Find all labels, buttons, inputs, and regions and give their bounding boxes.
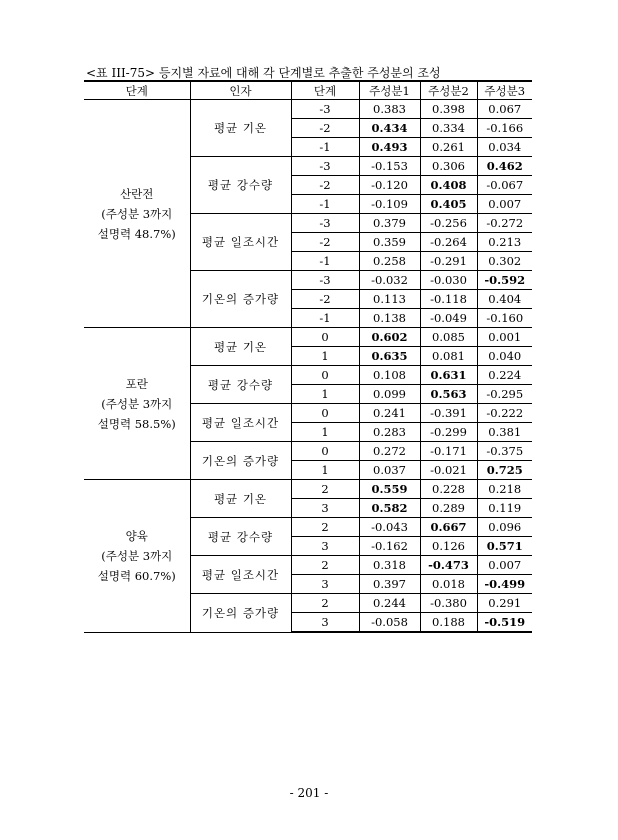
bold-value: 0.631 — [430, 368, 467, 382]
step-cell: 2 — [291, 518, 359, 537]
pc1-value-cell — [359, 480, 420, 499]
phase-label-line: 양육 — [125, 528, 148, 543]
pc1-value-cell: 0.099 — [359, 385, 420, 404]
phase-cell — [84, 100, 190, 328]
pc3-value-cell: 0.096 — [477, 518, 532, 537]
bold-value: 0.559 — [371, 482, 408, 496]
pc1-value-cell — [359, 328, 420, 347]
phase-label-line: 설명력 58.5%) — [97, 416, 176, 431]
pc1-value-cell: -0.032 — [359, 271, 420, 290]
step-cell: -3 — [291, 214, 359, 233]
pc3-value-cell: 0.224 — [477, 366, 532, 385]
pc2-value-cell: 0.289 — [420, 499, 477, 518]
pc1-value-cell: 0.379 — [359, 214, 420, 233]
pc3-value-cell: -0.295 — [477, 385, 532, 404]
pc3-value-cell: 0.213 — [477, 233, 532, 252]
step-cell: -2 — [291, 119, 359, 138]
pc2-value-cell: -0.391 — [420, 404, 477, 423]
pc2-value-cell: -0.380 — [420, 594, 477, 613]
pc2-value-cell: -0.049 — [420, 309, 477, 328]
pc1-value-cell: 0.258 — [359, 252, 420, 271]
pc2-value-cell: 0.228 — [420, 480, 477, 499]
step-cell: 1 — [291, 385, 359, 404]
phase-label-line: 설명력 48.7%) — [97, 226, 176, 241]
phase-label-line: 포란 — [125, 376, 148, 391]
bold-value: 0.434 — [371, 121, 408, 135]
bold-value: 0.462 — [486, 159, 523, 173]
pc3-value-cell: 0.007 — [477, 556, 532, 575]
pc2-value-cell — [420, 195, 477, 214]
pc2-value-cell: -0.171 — [420, 442, 477, 461]
pc1-value-cell — [359, 138, 420, 157]
header-pc2: 주성분2 — [420, 81, 477, 100]
pc3-value-cell — [477, 575, 532, 594]
pc2-value-cell: 0.188 — [420, 613, 477, 633]
pc2-value-cell: 0.081 — [420, 347, 477, 366]
pc3-value-cell: -0.166 — [477, 119, 532, 138]
factor-cell: 기온의 증가량 — [190, 271, 291, 328]
bold-value: -0.499 — [484, 577, 526, 591]
pc3-value-cell: -0.272 — [477, 214, 532, 233]
pc3-value-cell: -0.375 — [477, 442, 532, 461]
bold-value: 0.493 — [371, 140, 408, 154]
pc1-value-cell — [359, 499, 420, 518]
pc3-value-cell: 0.381 — [477, 423, 532, 442]
phase-label-line: 설명력 60.7%) — [97, 568, 176, 583]
pc3-value-cell — [477, 271, 532, 290]
factor-cell: 평균 기온 — [190, 328, 291, 366]
bold-value: 0.563 — [430, 387, 467, 401]
pc3-value-cell: 0.001 — [477, 328, 532, 347]
pca-table — [84, 80, 532, 633]
step-cell: 1 — [291, 347, 359, 366]
factor-cell: 평균 강수량 — [190, 518, 291, 556]
pc2-value-cell: 0.126 — [420, 537, 477, 556]
pc3-value-cell: -0.222 — [477, 404, 532, 423]
pc2-value-cell: 0.334 — [420, 119, 477, 138]
table-row — [84, 328, 532, 347]
factor-cell: 평균 일조시간 — [190, 556, 291, 594]
step-cell: 2 — [291, 480, 359, 499]
factor-cell: 평균 강수량 — [190, 366, 291, 404]
pc1-value-cell: -0.153 — [359, 157, 420, 176]
pc3-value-cell: 0.302 — [477, 252, 532, 271]
step-cell: -2 — [291, 290, 359, 309]
pc1-value-cell: -0.058 — [359, 613, 420, 633]
step-cell: -3 — [291, 100, 359, 119]
bold-value: 0.405 — [430, 197, 467, 211]
bold-value: -0.592 — [484, 273, 526, 287]
pc2-value-cell: -0.264 — [420, 233, 477, 252]
factor-cell: 기온의 증가량 — [190, 442, 291, 480]
pc3-value-cell: 0.404 — [477, 290, 532, 309]
step-cell: -1 — [291, 309, 359, 328]
pc1-value-cell: 0.244 — [359, 594, 420, 613]
step-cell: 1 — [291, 423, 359, 442]
pc3-value-cell: 0.119 — [477, 499, 532, 518]
pc2-value-cell: -0.256 — [420, 214, 477, 233]
step-cell: 2 — [291, 556, 359, 575]
factor-cell: 기온의 증가량 — [190, 594, 291, 633]
pc2-value-cell: -0.021 — [420, 461, 477, 480]
pc3-value-cell — [477, 157, 532, 176]
pc2-value-cell: 0.261 — [420, 138, 477, 157]
phase-label-line: 산란전 — [120, 186, 154, 201]
header-phase: 단계 — [84, 81, 190, 100]
pc2-value-cell: -0.030 — [420, 271, 477, 290]
pc1-value-cell: 0.241 — [359, 404, 420, 423]
bold-value: 0.602 — [371, 330, 408, 344]
pc1-value-cell: 0.397 — [359, 575, 420, 594]
phase-label-line: (주성분 3까지 — [101, 206, 173, 221]
bold-value: 0.725 — [486, 463, 523, 477]
pc2-value-cell — [420, 385, 477, 404]
pc1-value-cell — [359, 119, 420, 138]
step-cell: 0 — [291, 404, 359, 423]
bold-value: 0.408 — [430, 178, 467, 192]
pc1-value-cell: 0.138 — [359, 309, 420, 328]
pc2-value-cell: -0.291 — [420, 252, 477, 271]
factor-cell: 평균 강수량 — [190, 157, 291, 214]
pca-table-body — [84, 81, 532, 632]
pc1-value-cell: 0.359 — [359, 233, 420, 252]
phase-label-line: (주성분 3까지 — [101, 396, 173, 411]
pc2-value-cell — [420, 176, 477, 195]
pc2-value-cell: 0.085 — [420, 328, 477, 347]
pc3-value-cell: 0.067 — [477, 100, 532, 119]
pc1-value-cell: 0.283 — [359, 423, 420, 442]
phase-cell — [84, 328, 190, 480]
phase-cell — [84, 480, 190, 633]
pc3-value-cell: 0.218 — [477, 480, 532, 499]
header-pc1: 주성분1 — [359, 81, 420, 100]
pc1-value-cell — [359, 347, 420, 366]
table-header-row — [84, 81, 532, 100]
step-cell: 3 — [291, 613, 359, 633]
pc2-value-cell — [420, 366, 477, 385]
pc1-value-cell: 0.113 — [359, 290, 420, 309]
step-cell: 0 — [291, 328, 359, 347]
pc1-value-cell: 0.272 — [359, 442, 420, 461]
pc1-value-cell: -0.109 — [359, 195, 420, 214]
bold-value: 0.582 — [371, 501, 408, 515]
pc1-value-cell: -0.162 — [359, 537, 420, 556]
bold-value: -0.519 — [484, 615, 526, 629]
step-cell: -1 — [291, 195, 359, 214]
pc2-value-cell — [420, 556, 477, 575]
bold-value: 0.571 — [486, 539, 523, 553]
step-cell: -2 — [291, 233, 359, 252]
pc3-value-cell — [477, 613, 532, 633]
pc1-value-cell: 0.108 — [359, 366, 420, 385]
header-step: 단계 — [291, 81, 359, 100]
bold-value: 0.667 — [430, 520, 467, 534]
pc3-value-cell: 0.007 — [477, 195, 532, 214]
pc3-value-cell: -0.067 — [477, 176, 532, 195]
factor-cell: 평균 일조시간 — [190, 214, 291, 271]
step-cell: 2 — [291, 594, 359, 613]
header-pc3: 주성분3 — [477, 81, 532, 100]
pc3-value-cell: 0.291 — [477, 594, 532, 613]
page-number: - 201 - — [289, 786, 329, 800]
table-row — [84, 100, 532, 119]
pc1-value-cell: 0.037 — [359, 461, 420, 480]
pc2-value-cell: 0.018 — [420, 575, 477, 594]
step-cell: -3 — [291, 157, 359, 176]
pc2-value-cell: -0.299 — [420, 423, 477, 442]
step-cell: -2 — [291, 176, 359, 195]
step-cell: -1 — [291, 138, 359, 157]
factor-cell: 평균 기온 — [190, 100, 291, 157]
step-cell: 3 — [291, 537, 359, 556]
pc3-value-cell: 0.040 — [477, 347, 532, 366]
pc3-value-cell: 0.034 — [477, 138, 532, 157]
step-cell: 0 — [291, 366, 359, 385]
pc1-value-cell: -0.120 — [359, 176, 420, 195]
pc2-value-cell: 0.306 — [420, 157, 477, 176]
factor-cell: 평균 기온 — [190, 480, 291, 518]
step-cell: 3 — [291, 575, 359, 594]
table-caption: <표 III-75> 등지별 자료에 대해 각 단계별로 추출한 주성분의 조성 — [86, 66, 441, 80]
step-cell: -1 — [291, 252, 359, 271]
pc2-value-cell: -0.118 — [420, 290, 477, 309]
pc3-value-cell: -0.160 — [477, 309, 532, 328]
pc3-value-cell — [477, 461, 532, 480]
table-row — [84, 480, 532, 499]
pc2-value-cell: 0.398 — [420, 100, 477, 119]
step-cell: -3 — [291, 271, 359, 290]
step-cell: 1 — [291, 461, 359, 480]
header-factor: 인자 — [190, 81, 291, 100]
phase-label-line: (주성분 3까지 — [101, 548, 173, 563]
pc3-value-cell — [477, 537, 532, 556]
bold-value: 0.635 — [371, 349, 408, 363]
pc1-value-cell: 0.383 — [359, 100, 420, 119]
pc1-value-cell: 0.318 — [359, 556, 420, 575]
pc1-value-cell: -0.043 — [359, 518, 420, 537]
bold-value: -0.473 — [428, 558, 469, 572]
pc2-value-cell — [420, 518, 477, 537]
step-cell: 0 — [291, 442, 359, 461]
factor-cell: 평균 일조시간 — [190, 404, 291, 442]
step-cell: 3 — [291, 499, 359, 518]
